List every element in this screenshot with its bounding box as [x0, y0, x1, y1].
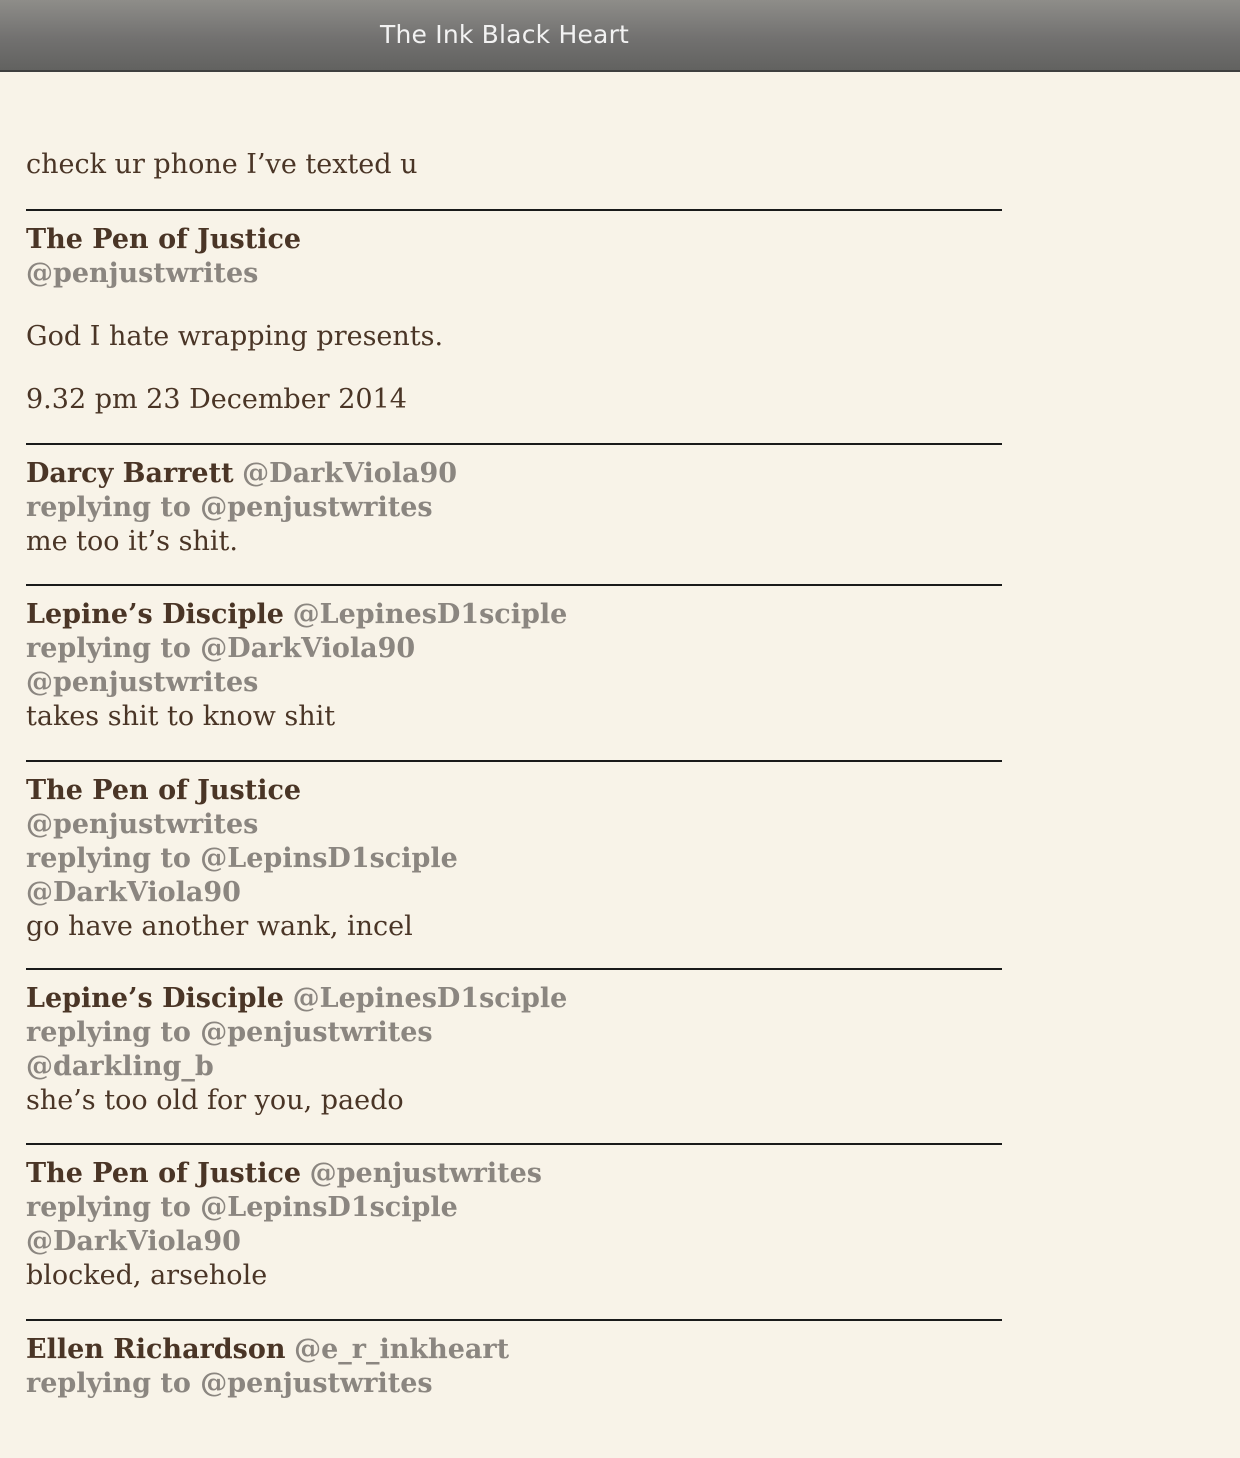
tweet-thread [26, 72, 1002, 1401]
reply-header [26, 1333, 1002, 1367]
reply-author-handle[interactable]: @DarkViola90 [242, 458, 458, 489]
reply-author-name[interactable]: Ellen Richardson [26, 1334, 286, 1365]
reply-author-name[interactable]: Lepine’s Disciple [26, 599, 284, 630]
main-post [26, 211, 1002, 443]
post-header [26, 223, 1002, 257]
intro-message: check ur phone I’ve texted u [26, 149, 418, 180]
reply-author-handle[interactable]: @penjustwrites [26, 809, 259, 840]
window-title-bar [0, 0, 1240, 72]
reply-header [26, 1157, 1002, 1191]
reply-author-name[interactable]: Lepine’s Disciple [26, 983, 284, 1014]
reply-header [26, 982, 1002, 1016]
replying-to[interactable]: replying to @LepinsD1sciple [26, 1192, 458, 1223]
reply-item [26, 970, 1002, 1143]
reply-body: takes shit to know shit [26, 701, 336, 732]
reply-item [26, 1145, 1002, 1319]
author-handle[interactable]: @penjustwrites [26, 258, 259, 289]
reply-body: go have another wank, incel [26, 911, 413, 942]
replying-to[interactable]: replying to @penjustwrites [26, 1368, 433, 1399]
reply-author-name[interactable]: Darcy Barrett [26, 458, 234, 489]
reply-header [26, 598, 1002, 632]
replying-to-extra[interactable]: @darkling_b [26, 1051, 214, 1082]
replying-to[interactable]: replying to @DarkViola90 [26, 633, 416, 664]
reply-author-handle[interactable]: @e_r_inkheart [294, 1334, 510, 1365]
reply-author-name[interactable]: The Pen of Justice [26, 1158, 302, 1189]
reply-body: me too it’s shit. [26, 526, 238, 557]
reply-header [26, 457, 1002, 491]
reply-author-handle[interactable]: @LepinesD1sciple [292, 983, 568, 1014]
reply-header [26, 774, 1002, 808]
post-body: God I hate wrapping presents. [26, 321, 444, 352]
window-title: The Ink Black Heart [380, 20, 630, 49]
replying-to-extra[interactable]: @DarkViola90 [26, 1226, 241, 1257]
reply-author-name[interactable]: The Pen of Justice [26, 775, 302, 806]
reply-author-handle[interactable]: @LepinesD1sciple [292, 599, 568, 630]
replying-to[interactable]: replying to @penjustwrites [26, 1017, 433, 1048]
post-timestamp: 9.32 pm 23 December 2014 [26, 384, 407, 415]
reply-body: blocked, arsehole [26, 1260, 268, 1291]
replying-to[interactable]: replying to @LepinsD1sciple [26, 843, 458, 874]
reply-author-handle[interactable]: @penjustwrites [309, 1158, 542, 1189]
reply-item [26, 762, 1002, 968]
reply-item [26, 445, 1002, 584]
reply-body: she’s too old for you, paedo [26, 1085, 404, 1116]
reply-item [26, 1321, 1002, 1401]
author-name[interactable]: The Pen of Justice [26, 224, 302, 255]
reply-item [26, 586, 1002, 760]
replying-to-extra[interactable]: @DarkViola90 [26, 877, 241, 908]
replying-to-extra[interactable]: @penjustwrites [26, 667, 259, 698]
replying-to[interactable]: replying to @penjustwrites [26, 492, 433, 523]
